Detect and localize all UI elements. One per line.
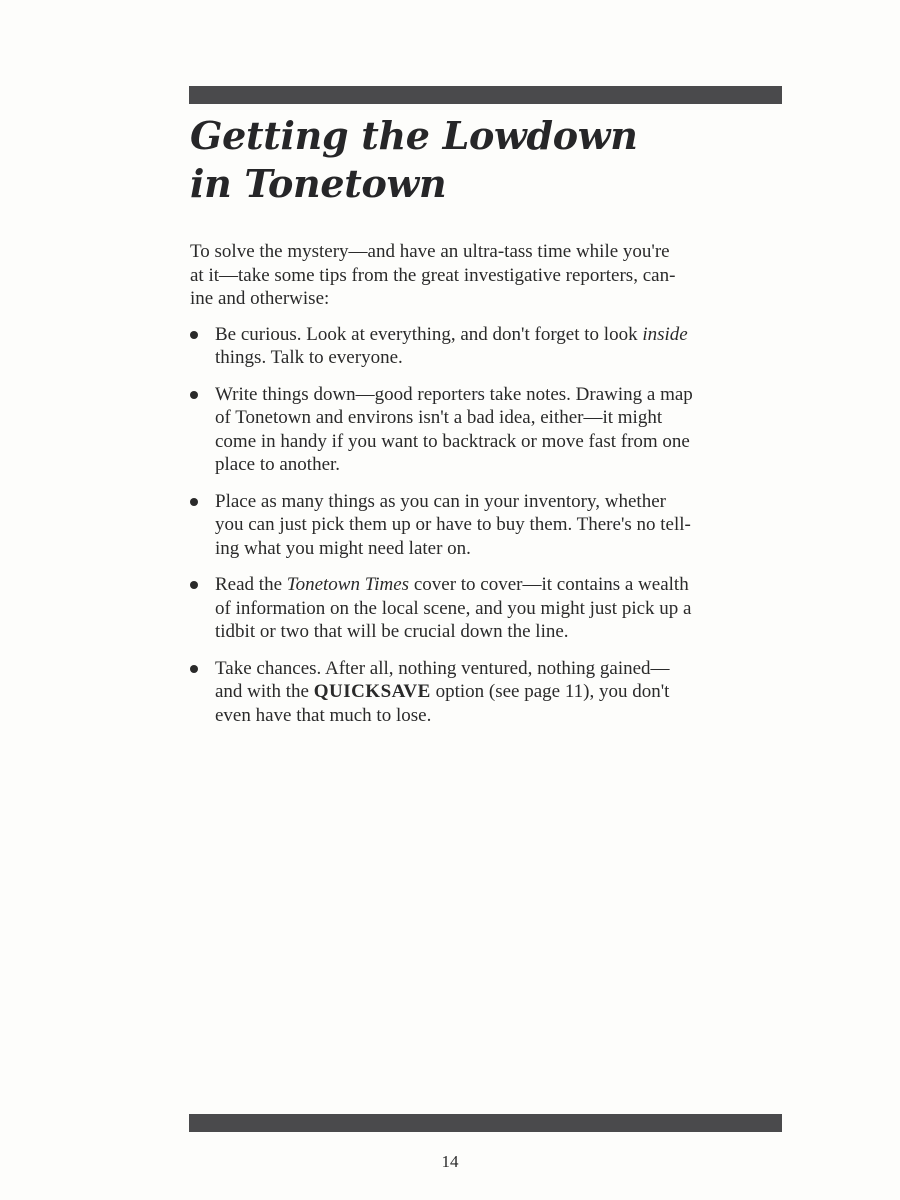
text-run: things. Talk to everyone.	[215, 347, 403, 368]
list-item	[190, 573, 790, 644]
tips-list	[190, 323, 790, 728]
title-line-1: Getting the Lowdown	[190, 113, 638, 158]
bullet-icon	[190, 581, 198, 589]
list-item	[190, 657, 790, 728]
list-item	[190, 383, 790, 477]
bold-text: QUICKSAVE	[313, 681, 431, 702]
text-run: Be curious. Look at everything, and don't forget to look	[215, 323, 643, 345]
bullet-icon	[190, 331, 198, 339]
bullet-icon	[190, 498, 198, 506]
text-run: option (see page 11), you don't even have that much to lose.	[215, 681, 670, 726]
bullet-icon	[190, 665, 198, 673]
bullet-icon	[190, 391, 198, 399]
emphasis-text: Tonetown Times	[286, 574, 410, 595]
text-run: cover to cover—it contains a wealth of information on the local scene, and you might just pick up a tidbit or two that will be crucial down the line.	[215, 574, 692, 642]
intro-paragraph: To solve the mystery—and have an ultra-tass time while you're at it—take some tips from the great investigative reporters, can- ine and otherwise:	[190, 241, 676, 309]
main-content	[190, 240, 790, 740]
title-line-2: in Tonetown	[190, 161, 447, 206]
list-item-text	[215, 573, 790, 644]
bottom-rule	[189, 1114, 782, 1132]
list-item-text: Write things down—good reporters take notes. Drawing a map of Tonetown and environs isn't a bad idea, either—it might come in handy if you want to backtrack or move fast from one place to another.	[215, 383, 693, 475]
list-item-text	[215, 657, 790, 728]
list-item-text: Place as many things as you can in your inventory, whether you can just pick them up or have to buy them. There's no tell- ing what you might need later on.	[215, 490, 691, 559]
page-title	[190, 112, 780, 208]
emphasis-text: inside	[642, 323, 688, 345]
text-run: Read the	[215, 574, 287, 595]
list-item-text	[215, 323, 790, 370]
top-rule	[189, 86, 782, 104]
page-number: 14	[441, 1152, 459, 1171]
list-item	[190, 323, 790, 370]
text-run: Take chances. After all, nothing ventured, nothing gained— and with the	[215, 657, 670, 702]
list-item	[190, 490, 790, 561]
